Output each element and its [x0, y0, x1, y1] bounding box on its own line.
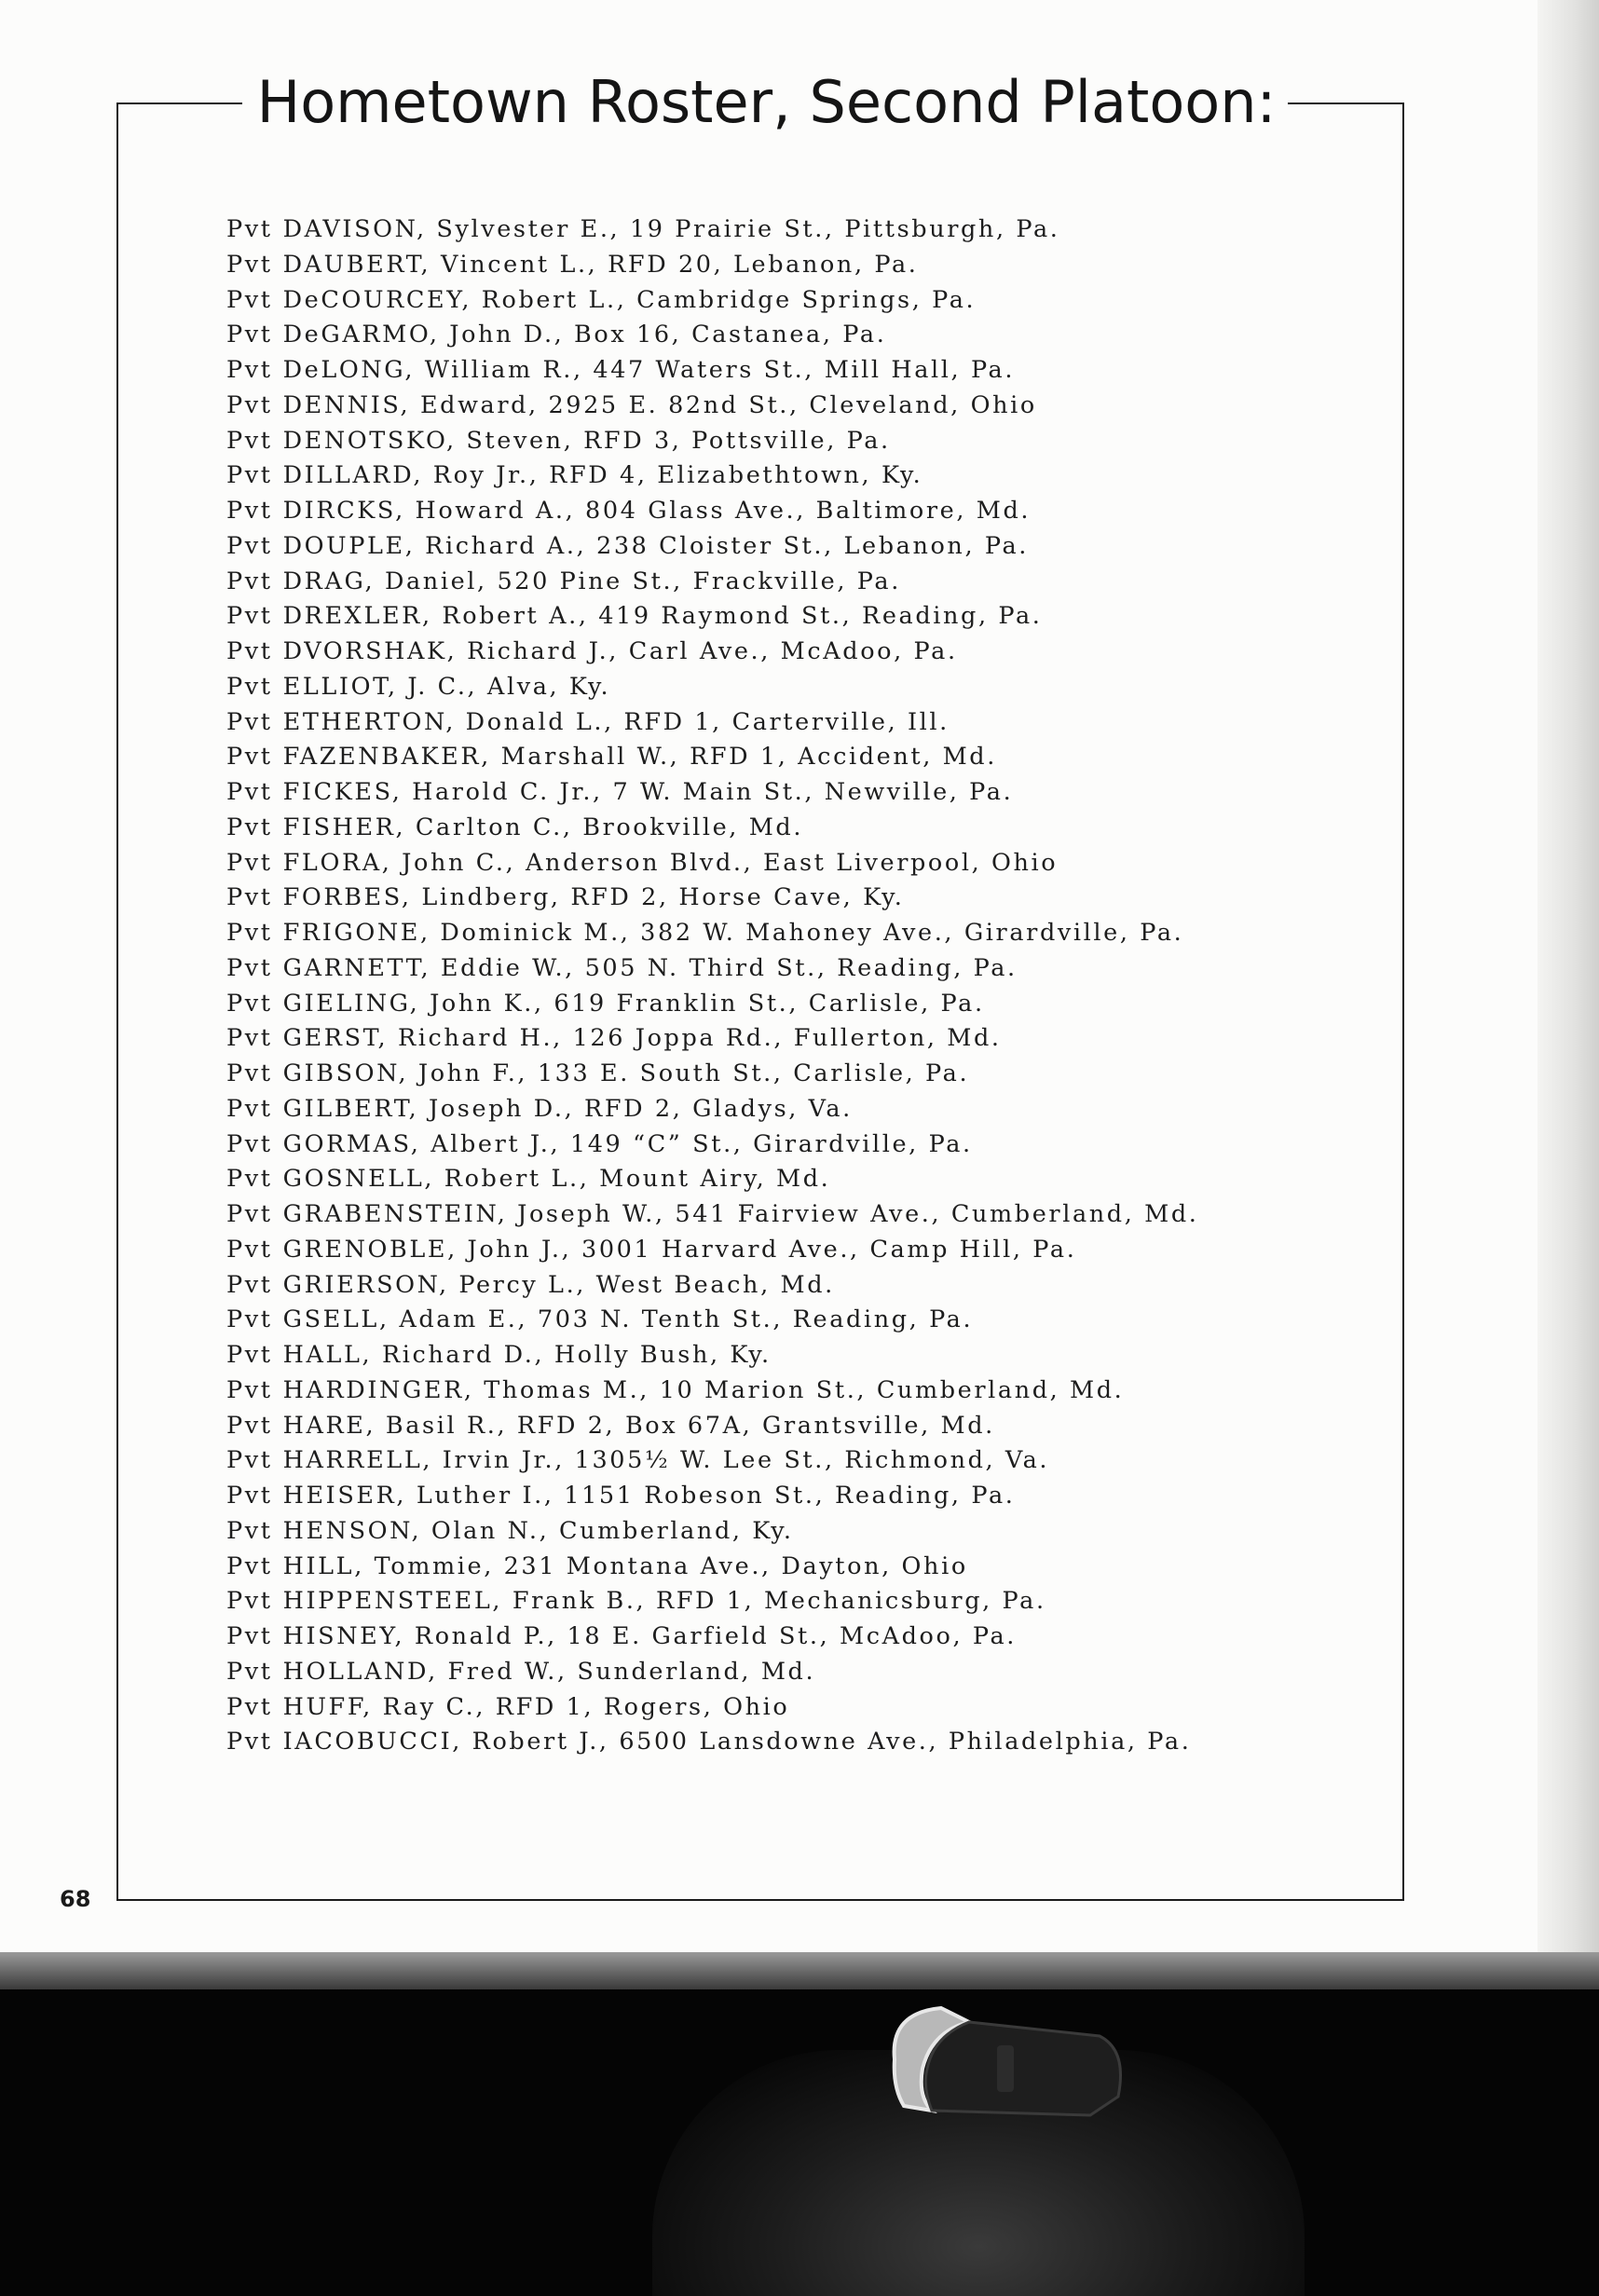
roster-entry-text: HUFF, Ray C., RFD 1, Rogers, Ohio — [282, 1692, 790, 1721]
roster-entry-text: ELLIOT, J. C., Alva, Ky. — [282, 672, 611, 701]
roster-entry — [226, 1303, 1391, 1338]
roster-entry-text: GARNETT, Eddie W., 505 N. Third St., Reading, Pa. — [282, 953, 1018, 982]
rank-label: Pvt — [226, 848, 273, 877]
roster-entry — [226, 1338, 1391, 1374]
roster-entry-text: ETHERTON, Donald L., RFD 1, Carterville, Ill. — [282, 707, 950, 736]
roster-entry — [226, 705, 1391, 741]
roster-entry — [226, 565, 1391, 600]
roster-entry — [226, 740, 1391, 775]
rank-label: Pvt — [226, 707, 273, 736]
watch-buckle-icon — [857, 1994, 1137, 2125]
roster-entry — [226, 599, 1391, 635]
rank-label: Pvt — [226, 1235, 273, 1264]
roster-entry-text: HARE, Basil R., RFD 2, Box 67A, Grantsville, Md. — [282, 1411, 995, 1440]
rank-label: Pvt — [226, 672, 273, 701]
roster-entry — [226, 1690, 1391, 1726]
rank-label: Pvt — [226, 390, 273, 419]
roster-entry — [226, 1374, 1391, 1409]
rank-label: Pvt — [226, 1516, 273, 1545]
roster-entry-text: HARDINGER, Thomas M., 10 Marion St., Cumberland, Md. — [282, 1375, 1125, 1404]
roster-entry-text: FLORA, John C., Anderson Blvd., East Liverpool, Ohio — [282, 848, 1059, 877]
rank-label: Pvt — [226, 1270, 273, 1299]
rank-label: Pvt — [226, 1446, 273, 1475]
rank-label: Pvt — [226, 1411, 273, 1440]
roster-entry — [226, 212, 1391, 248]
rank-label: Pvt — [226, 250, 273, 279]
roster-entry — [226, 987, 1391, 1022]
roster-entry — [226, 846, 1391, 882]
roster-entry-text: DREXLER, Robert A., 419 Raymond St., Reading, Pa. — [282, 602, 1043, 631]
roster-entry-text: GRABENSTEIN, Joseph W., 541 Fairview Ave., Cumberland, Md. — [282, 1200, 1199, 1228]
rank-label: Pvt — [226, 1341, 273, 1369]
rank-label: Pvt — [226, 813, 273, 841]
roster-entry-text: DILLARD, Roy Jr., RFD 4, Elizabethtown, Ky. — [282, 461, 923, 490]
rank-label: Pvt — [226, 989, 273, 1018]
rank-label: Pvt — [226, 1728, 273, 1756]
rank-label: Pvt — [226, 919, 273, 947]
roster-entry-text: DRAG, Daniel, 520 Pine St., Frackville, Pa. — [282, 567, 901, 595]
roster-entry — [226, 389, 1391, 424]
rank-label: Pvt — [226, 637, 273, 665]
page-edge-shadow — [1538, 0, 1599, 1957]
roster-entry — [226, 494, 1391, 529]
roster-entry-text: GOSNELL, Robert L., Mount Airy, Md. — [282, 1165, 831, 1194]
roster-entry — [226, 353, 1391, 389]
roster-entry-text: GRIERSON, Percy L., West Beach, Md. — [282, 1270, 835, 1299]
title-rule-right — [1288, 102, 1402, 104]
roster-entry — [226, 1584, 1391, 1620]
roster-entry-text: DeCOURCEY, Robert L., Cambridge Springs, Pa. — [282, 285, 977, 314]
roster-entry-text: GIBSON, John F., 133 E. South St., Carlisle, Pa. — [282, 1059, 970, 1087]
roster-entry-text: DENNIS, Edward, 2925 E. 82nd St., Cleveland, Ohio — [282, 390, 1037, 419]
roster-entry-text: DENOTSKO, Steven, RFD 3, Pottsville, Pa. — [282, 426, 891, 455]
rank-label: Pvt — [226, 321, 273, 349]
rank-label: Pvt — [226, 531, 273, 560]
roster-entry-text: HOLLAND, Fred W., Sunderland, Md. — [282, 1657, 816, 1686]
rank-label: Pvt — [226, 1094, 273, 1123]
roster-entry-text: FICKES, Harold C. Jr., 7 W. Main St., Newville, Pa. — [282, 778, 1014, 806]
roster-entry — [226, 775, 1391, 811]
rank-label: Pvt — [226, 1657, 273, 1686]
roster-entry — [226, 951, 1391, 987]
roster-entry — [226, 1092, 1391, 1128]
rank-label: Pvt — [226, 1200, 273, 1228]
rank-label: Pvt — [226, 883, 273, 912]
rank-label: Pvt — [226, 285, 273, 314]
roster-entry-text: IACOBUCCI, Robert J., 6500 Lansdowne Ave., Philadelphia, Pa. — [282, 1728, 1192, 1756]
rank-label: Pvt — [226, 602, 273, 631]
rank-label: Pvt — [226, 1692, 273, 1721]
roster-entry — [226, 1268, 1391, 1304]
roster-entry-text: DOUPLE, Richard A., 238 Cloister St., Lebanon, Pa. — [282, 531, 1029, 560]
rank-label: Pvt — [226, 1165, 273, 1194]
roster-list — [226, 212, 1391, 1760]
roster-entry-text: DIRCKS, Howard A., 804 Glass Ave., Baltimore, Md. — [282, 497, 1032, 525]
rank-label: Pvt — [226, 356, 273, 384]
rank-label: Pvt — [226, 1622, 273, 1650]
roster-entry — [226, 1128, 1391, 1163]
title-rule-left — [116, 102, 242, 104]
roster-entry-text: HARRELL, Irvin Jr., 1305½ W. Lee St., Richmond, Va. — [282, 1446, 1050, 1475]
roster-entry — [226, 1409, 1391, 1444]
roster-entry-text: DAUBERT, Vincent L., RFD 20, Lebanon, Pa. — [282, 250, 919, 279]
rank-label: Pvt — [226, 1587, 273, 1616]
rank-label: Pvt — [226, 426, 273, 455]
roster-entry — [226, 1620, 1391, 1655]
roster-entry-text: GIELING, John K., 619 Franklin St., Carlisle, Pa. — [282, 989, 985, 1018]
roster-entry — [226, 1162, 1391, 1197]
roster-entry — [226, 1057, 1391, 1092]
rank-label: Pvt — [226, 1024, 273, 1053]
roster-entry — [226, 1725, 1391, 1760]
roster-entry-text: HEISER, Luther I., 1151 Robeson St., Reading, Pa. — [282, 1482, 1016, 1510]
page-bottom-shadow — [0, 1952, 1599, 1989]
roster-entry — [226, 318, 1391, 353]
roster-entry — [226, 916, 1391, 951]
roster-entry — [226, 248, 1391, 283]
roster-entry-text: FORBES, Lindberg, RFD 2, Horse Cave, Ky. — [282, 883, 905, 912]
roster-entry — [226, 670, 1391, 705]
rank-label: Pvt — [226, 567, 273, 595]
roster-entry — [226, 1479, 1391, 1514]
roster-entry — [226, 1655, 1391, 1690]
roster-entry — [226, 283, 1391, 319]
page-title: Hometown Roster, Second Platoon: — [256, 68, 1277, 136]
roster-entry — [226, 635, 1391, 670]
rank-label: Pvt — [226, 461, 273, 490]
roster-entry-text: DeLONG, William R., 447 Waters St., Mill Hall, Pa. — [282, 356, 1016, 384]
roster-entry — [226, 1021, 1391, 1057]
rank-label: Pvt — [226, 743, 273, 772]
roster-entry-text: GRENOBLE, John J., 3001 Harvard Ave., Camp Hill, Pa. — [282, 1235, 1077, 1264]
roster-entry — [226, 1514, 1391, 1550]
roster-entry — [226, 529, 1391, 565]
rank-label: Pvt — [226, 1305, 273, 1334]
roster-entry-text: GSELL, Adam E., 703 N. Tenth St., Reading, Pa. — [282, 1305, 974, 1334]
rank-label: Pvt — [226, 778, 273, 806]
roster-entry — [226, 1233, 1391, 1268]
page-number: 68 — [60, 1886, 91, 1912]
roster-entry — [226, 881, 1391, 916]
rank-label: Pvt — [226, 1375, 273, 1404]
roster-entry-text: GERST, Richard H., 126 Joppa Rd., Fullerton, Md. — [282, 1024, 1002, 1053]
roster-entry — [226, 1550, 1391, 1585]
roster-entry — [226, 811, 1391, 846]
rank-label: Pvt — [226, 215, 273, 243]
roster-entry-text: DAVISON, Sylvester E., 19 Prairie St., Pittsburgh, Pa. — [282, 215, 1060, 243]
roster-entry-text: HILL, Tommie, 231 Montana Ave., Dayton, Ohio — [282, 1551, 968, 1580]
roster-entry-text: HIPPENSTEEL, Frank B., RFD 1, Mechanicsburg, Pa. — [282, 1587, 1046, 1616]
roster-entry-text: FRIGONE, Dominick M., 382 W. Mahoney Ave., Girardville, Pa. — [282, 919, 1184, 947]
roster-entry-text: GORMAS, Albert J., 149 “C” St., Girardville, Pa. — [282, 1129, 973, 1158]
roster-entry-text: HALL, Richard D., Holly Bush, Ky. — [282, 1341, 772, 1369]
rank-label: Pvt — [226, 1482, 273, 1510]
roster-entry-text: HISNEY, Ronald P., 18 E. Garfield St., McAdoo, Pa. — [282, 1622, 1017, 1650]
rank-label: Pvt — [226, 1129, 273, 1158]
roster-entry-text: HENSON, Olan N., Cumberland, Ky. — [282, 1516, 794, 1545]
roster-entry — [226, 1443, 1391, 1479]
rank-label: Pvt — [226, 1059, 273, 1087]
roster-entry-text: FISHER, Carlton C., Brookville, Md. — [282, 813, 804, 841]
rank-label: Pvt — [226, 1551, 273, 1580]
roster-entry — [226, 1197, 1391, 1233]
roster-entry — [226, 424, 1391, 459]
roster-entry-text: GILBERT, Joseph D., RFD 2, Gladys, Va. — [282, 1094, 853, 1123]
rank-label: Pvt — [226, 497, 273, 525]
roster-entry-text: DeGARMO, John D., Box 16, Castanea, Pa. — [282, 321, 887, 349]
rank-label: Pvt — [226, 953, 273, 982]
roster-entry-text: DVORSHAK, Richard J., Carl Ave., McAdoo, Pa. — [282, 637, 958, 665]
roster-entry-text: FAZENBAKER, Marshall W., RFD 1, Accident, Md. — [282, 743, 997, 772]
roster-entry — [226, 458, 1391, 494]
